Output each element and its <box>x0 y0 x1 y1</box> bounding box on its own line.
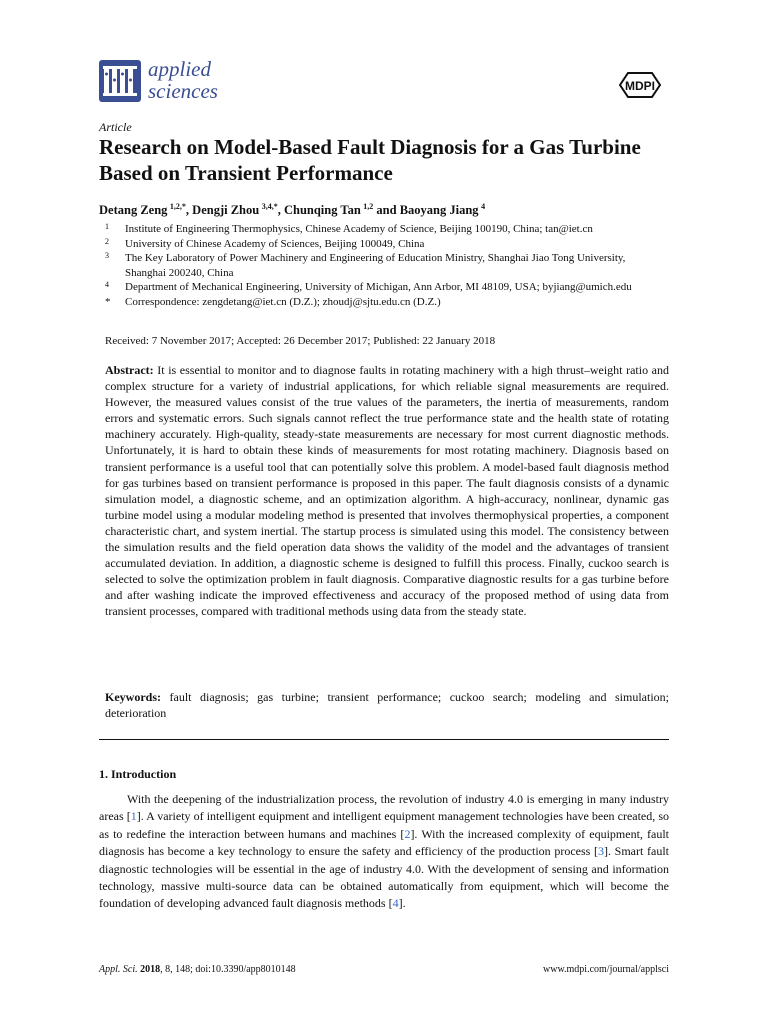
applied-sciences-logo-icon <box>99 60 141 102</box>
intro-text: ]. With the increased complexity of equipment, fault diagnosis has become a key technology to ensure the safety and efficiency of the production process [ <box>99 826 670 859</box>
affiliation-mark: 1 <box>105 222 109 231</box>
journal-logo <box>99 58 239 108</box>
affiliation-item <box>99 222 669 237</box>
publisher-name: MDPI <box>625 79 655 93</box>
affiliation-item <box>99 251 669 280</box>
author-name: Detang Zeng <box>99 203 168 218</box>
affiliation-mark: 3 <box>105 251 109 261</box>
journal-abbreviation: Appl. Sci. <box>99 964 138 975</box>
citation-link[interactable]: 3 <box>598 844 604 859</box>
intro-text: ]. A variety of intelligent equipment and intelligent equipment management technologies have been created, so as to redefine the interaction between humans and machines [ <box>99 809 670 841</box>
page-title: Research on Model-Based Fault Diagnosis for a Gas Turbine Based on Transient Performance <box>99 135 641 185</box>
intro-text: ]. <box>398 896 406 911</box>
intro-paragraph <box>99 791 669 913</box>
publication-year: 2018 <box>140 964 161 975</box>
keywords-label: Keywords: <box>105 690 161 704</box>
citation-link[interactable]: 1 <box>130 809 137 824</box>
volume-doi: , 8, 148; doi:10.3390/app8010148 <box>160 964 296 975</box>
author-affiliation-marks: 3,4,* <box>261 202 278 211</box>
author-affiliation-marks: 4 <box>481 202 486 211</box>
author-affiliation-marks: 1,2 <box>363 202 374 211</box>
author-separator: , <box>277 203 284 218</box>
keywords <box>105 689 669 721</box>
journal-name <box>148 58 218 102</box>
affiliation-text: Institute of Engineering Thermophysics, Chinese Academy of Science, Beijing 100190, China; tan@iet.cn <box>125 223 593 235</box>
journal-name-line2: sciences <box>148 79 218 103</box>
affiliation-mark: 2 <box>105 236 109 246</box>
author-affiliation-marks: 1,2,* <box>169 202 186 211</box>
abstract-label: Abstract: <box>105 363 154 377</box>
affiliation-item <box>99 280 669 295</box>
intro-text: With the deepening of the industrialization process, the revolution of industry 4.0 is emerging in many industry areas [ <box>99 792 669 824</box>
article-type-label: Article <box>99 120 132 134</box>
author-name: Dengji Zhou <box>192 203 260 218</box>
affiliation-text: University of Chinese Academy of Sciences, Beijing 100049, China <box>125 237 425 250</box>
citation-footer <box>99 964 296 975</box>
affiliation-item <box>99 237 669 252</box>
author-list <box>99 202 485 218</box>
correspondence-text: Correspondence: zengdetang@iet.cn (D.Z.); zhoudj@sjtu.edu.cn (D.Z.) <box>125 295 441 308</box>
journal-url[interactable]: www.mdpi.com/journal/applsci <box>543 964 669 975</box>
affiliation-mark: 4 <box>105 280 109 290</box>
correspondence-item <box>99 295 669 310</box>
author-name: Baoyang Jiang <box>399 203 479 218</box>
journal-name-line1: applied <box>148 57 211 81</box>
affiliation-mark: * <box>105 295 111 308</box>
section-heading: 1. Introduction <box>99 767 177 781</box>
author-separator: , <box>185 203 193 218</box>
abstract-text: It is essential to monitor and to diagnose faults in rotating machinery with a high thrust–weight ratio and complex structure for a variety of industrial applications, for which reliable signal measurements are required. However, the measured values consist of the true values of the parameters, the inertia of measurements, random errors and systematic errors. Such signals cannot reflect the true performance state and the health state of rotating machinery accurately. High-quality, steady-state measurements are necessary for most current diagnostic methods. Unfortunately, it is hard to obtain these kinds of measurements for most rotating machinery. Diagnosis based on transient performance is a useful tool that can potentially solve this problem. A model-based fault diagnosis method for gas turbines based on transient performance is proposed in this paper. The fault diagnosis consists of a dynamic simulation model, a diagnostic scheme, and an optimization algorithm. A high-accuracy, nonlinear, dynamic gas turbine model using a modular modeling method is presented that involves thermophysical properties, a component characteristic chart, and system inertial. The startup process is simulated using this model. The consistency between the simulation results and the field operation data shows the validity of the model and the advantages of transient accumulated deviation. In addition, a diagnostic scheme is designed to fulfill this process. Finally, cuckoo search is selected to solve the optimization problem in fault diagnosis. Comparative diagnostic results for a gas turbine before and after washing indicate the improved effectiveness and accuracy of the proposed method of using data from transient processes, compared with traditional methods using data from the steady state. <box>105 363 670 619</box>
citation-link[interactable]: 4 <box>392 896 399 911</box>
keywords-text: fault diagnosis; gas turbine; transient performance; cuckoo search; modeling and simulation; deterioration <box>105 690 670 721</box>
affiliation-list <box>99 222 669 310</box>
affiliation-text: The Key Laboratory of Power Machinery and Engineering of Education Ministry, Shanghai Jiao Tong University, Shanghai 200240, China <box>125 252 626 279</box>
affiliation-text: Department of Mechanical Engineering, University of Michigan, Ann Arbor, MI 48109, USA; byjiang@umich.edu <box>125 281 632 294</box>
abstract <box>105 362 669 620</box>
citation-link[interactable]: 2 <box>404 826 411 841</box>
author-name: Chunqing Tan <box>283 203 361 218</box>
intro-text: ]. Smart fault diagnostic technologies will be essential in the age of industry 4.0. With the development of sensing and information technology, massive multi-source data can be obtained automatically from equipment, which will become the foundation of developing advanced fault diagnosis methods [ <box>99 844 669 911</box>
section-divider <box>99 739 669 740</box>
author-separator: and <box>373 203 400 218</box>
mdpi-logo-icon <box>612 70 668 100</box>
publication-dates: Received: 7 November 2017; Accepted: 26 December 2017; Published: 22 January 2018 <box>105 335 496 347</box>
